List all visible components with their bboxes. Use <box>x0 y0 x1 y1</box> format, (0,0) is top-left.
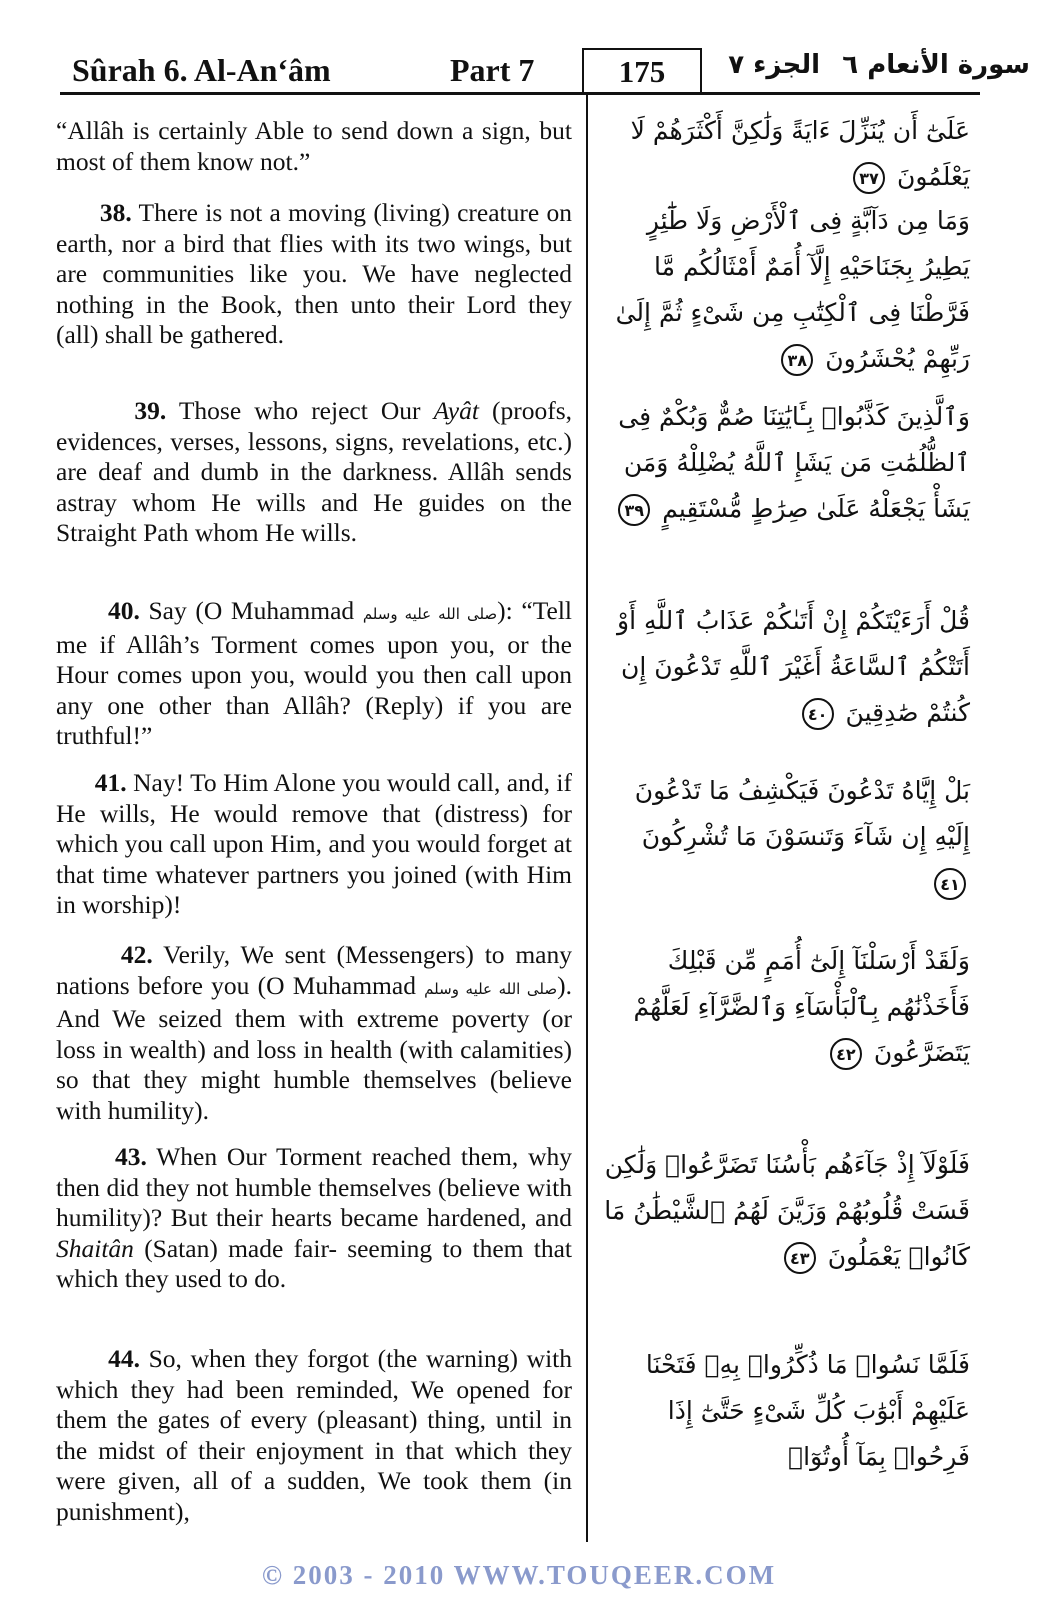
italic-term: Ayât <box>433 396 479 425</box>
ayah-end-marker: ٣٧ <box>853 162 885 194</box>
italic-term: Shaitân <box>56 1233 134 1263</box>
ayah-38-ar <box>600 198 970 382</box>
part-label-en: Part 7 <box>450 52 535 88</box>
ayah-42-ar <box>600 938 970 1076</box>
verse-number: 39. <box>134 396 167 425</box>
verse-text: ). And We seized them with extreme poverty (or loss in wealth) and loss in health (with calamities) so that they might humble themselves (believe with humility). <box>56 970 573 1125</box>
salutation-ar: صلى الله عليه وسلم <box>362 605 498 623</box>
header-rule <box>60 92 980 95</box>
ayah-text: فَلَوْلَآ إِذْ جَآءَهُم بَأْسُنَا تَضَرَّعُوا۟ وَلَٰكِن قَسَتْ قُلُوبُهُمْ وَزَيَّنَ لَهُمُ ٱلشَّيْطَٰنُ مَا كَانُوا۟ يَعْمَلُونَ <box>604 1150 970 1271</box>
verse-text: Nay! To Him Alone you would call, and, if He wills, He would remove that (distress) for which you call upon Him, and you would forget at that time whatever partners you joined (with Him in worship)! <box>56 768 573 919</box>
page-header <box>60 46 1030 96</box>
ayah-end-marker: ٤١ <box>934 868 966 900</box>
salutation-ar: صلى الله عليه وسلم <box>424 979 558 998</box>
verse-38-en <box>56 198 572 351</box>
ayah-text: وَٱلَّذِينَ كَذَّبُوا۟ بِـَٔايَٰتِنَا صُمٌّ وَبُكْمٌ فِى ٱلظُّلُمَٰتِ مَن يَشَإِ ٱللَّهُ يُضْلِلْهُ وَمَن يَشَأْ يَجْعَلْهُ عَلَىٰ صِرَٰطٍ مُّسْتَقِيمٍ <box>618 402 970 523</box>
page-number: 175 <box>582 48 702 92</box>
ayah-end-marker: ٤٢ <box>830 1038 862 1070</box>
ayah-text: قُلْ أَرَءَيْتَكُمْ إِنْ أَتَىٰكُمْ عَذَابُ ٱللَّهِ أَوْ أَتَتْكُمُ ٱلسَّاعَةُ أَغَيْرَ ٱللَّهِ تَدْعُونَ إِن كُنتُمْ صَٰدِقِينَ <box>617 606 970 727</box>
ayah-41-ar <box>600 768 970 906</box>
verse-text: Those who reject Our <box>178 396 421 425</box>
ayah-40-ar <box>600 598 970 736</box>
ayah-text: عَلَىٰٓ أَن يُنَزِّلَ ءَايَةً وَلَٰكِنَّ أَكْثَرَهُمْ لَا يَعْلَمُونَ <box>630 116 970 191</box>
verse-text: So, when they forgot (the warning) with which they had been reminded, We opened for them the gates of every (pleasant) thing, until in the midst of their enjoyment in that which they were given, all of a sudden, We took them (in punishment), <box>56 1344 573 1526</box>
verse-37-text: “Allâh is certainly Able to send down a sign, but most of them know not.” <box>56 116 572 176</box>
ayah-end-marker: ٤٠ <box>802 698 834 730</box>
ayah-39-ar <box>600 394 970 532</box>
juz-label-ar: الجزء ٧ <box>728 50 820 80</box>
ayah-text: وَلَقَدْ أَرْسَلْنَآ إِلَىٰٓ أُمَمٍ مِّن قَبْلِكَ فَأَخَذْنَٰهُم بِٱلْبَأْسَآءِ وَٱلضَّرَّآءِ لَعَلَّهُمْ يَتَضَرَّعُونَ <box>633 946 970 1067</box>
ayah-text: فَلَمَّا نَسُوا۟ مَا ذُكِّرُوا۟ بِهِۦ فَتَحْنَا عَلَيْهِمْ أَبْوَٰبَ كُلِّ شَىْءٍ حَتَّىٰٓ إِذَا فَرِحُوا۟ بِمَآ أُوتُوٓا۟ <box>645 1350 970 1471</box>
verse-number: 40. <box>107 596 140 625</box>
verse-text: When Our Torment reached them, why then did they not humble themselves (believe with humility)? But their hearts became hardened, and <box>56 1142 573 1232</box>
verse-text: ): “Tell me if Allâh’s Torment comes upon you, or the Hour comes upon you, would you then call upon any one other than Allâh? (Reply) if you are truthful!” <box>56 596 573 750</box>
ayah-end-marker: ٣٨ <box>781 344 813 376</box>
verse-44-en <box>56 1344 572 1527</box>
column-divider <box>586 92 588 1542</box>
verse-43-en <box>56 1142 572 1295</box>
ayah-end-marker: ٤٣ <box>784 1242 816 1274</box>
verse-37-tail-en <box>56 116 572 177</box>
verse-41-en <box>56 768 572 921</box>
verse-40-en <box>56 596 572 752</box>
ayah-43-ar <box>600 1142 970 1280</box>
verse-number: 38. <box>99 198 132 227</box>
surah-title-ar: سورة الأنعام ٦ <box>842 50 1030 80</box>
ayah-text: وَمَا مِن دَآبَّةٍ فِى ٱلْأَرْضِ وَلَا طَٰٓئِرٍ يَطِيرُ بِجَنَاحَيْهِ إِلَّآ أُمَمٌ أَمْثَالُكُم مَّا فَرَّطْنَا فِى ٱلْكِتَٰبِ مِن شَىْءٍ ثُمَّ إِلَىٰ رَبِّهِمْ يُحْشَرُونَ <box>615 206 970 373</box>
verse-text: (proofs, evidences, verses, lessons, signs, revelations, etc.) are deaf and dumb in the darkness. Allâh sends astray whom He wills and He guides on the Straight Path whom He wills. <box>56 396 573 547</box>
verse-39-en <box>56 396 572 549</box>
ayah-end-marker: ٣٩ <box>618 494 650 526</box>
verse-number: 43. <box>114 1142 147 1171</box>
ayah-text: بَلْ إِيَّاهُ تَدْعُونَ فَيَكْشِفُ مَا تَدْعُونَ إِلَيْهِ إِن شَآءَ وَتَنسَوْنَ مَا تُشْرِكُونَ <box>634 776 970 851</box>
verse-42-en <box>56 940 572 1126</box>
verse-text: (Satan) made fair- seeming to them that which they used to do. <box>56 1233 573 1293</box>
verse-number: 41. <box>94 768 127 797</box>
verse-text: Say (O Muhammad <box>148 596 355 625</box>
copyright-footer: © 2003 - 2010 WWW.TOUQEER.COM <box>261 1560 777 1590</box>
verse-number: 44. <box>108 1344 140 1373</box>
ayah-37-ar <box>600 108 970 200</box>
verse-text: Verily, We sent (Messengers) to many nations before you (O Muhammad <box>56 940 573 1000</box>
ayah-44-ar <box>600 1342 970 1480</box>
verse-number: 42. <box>120 940 153 969</box>
surah-title-en: Sûrah 6. Al-An‘âm <box>72 52 331 88</box>
verse-text: There is not a moving (living) creature on earth, nor a bird that flies with its two wings, but are communities like you. We have neglected nothing in the Book, then unto their Lord they (all) shall be gathered. <box>56 198 572 349</box>
